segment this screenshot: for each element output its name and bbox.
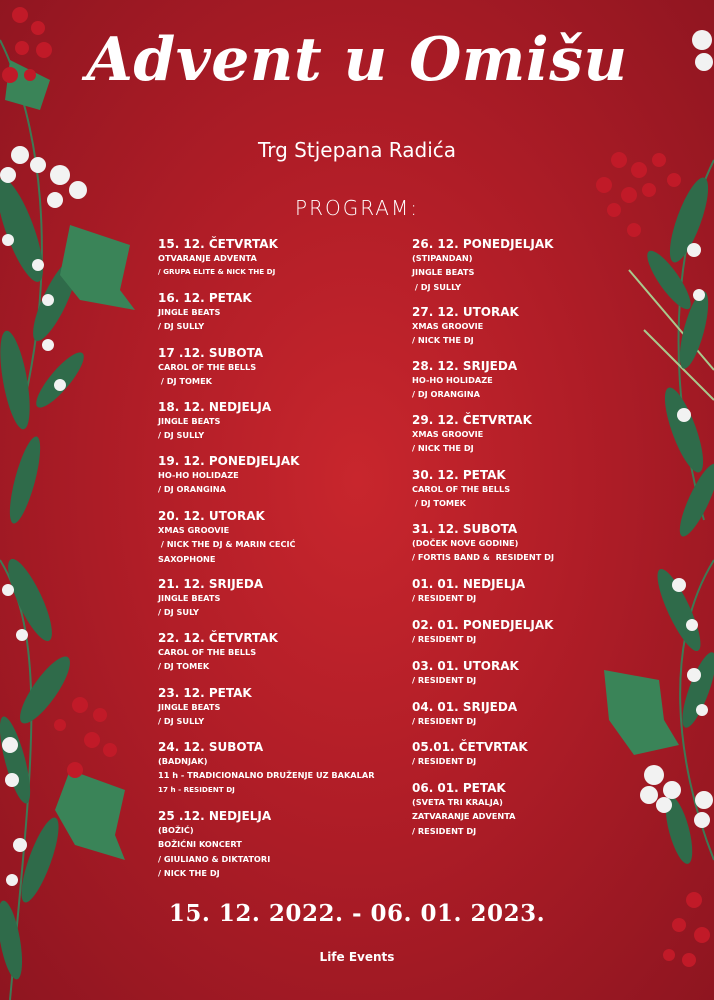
entry-detail: / FORTIS BAND & RESIDENT DJ bbox=[412, 552, 554, 563]
entry-detail: JINGLE BEATS bbox=[412, 267, 475, 278]
program-entry bbox=[158, 237, 278, 280]
entry-detail: / GRUPA ELITE & NICK THE DJ bbox=[158, 267, 276, 277]
entry-date: 27. 12. UTORAK bbox=[412, 305, 519, 319]
program-entry bbox=[412, 468, 510, 511]
entry-detail: / DJ TOMEK bbox=[158, 661, 210, 672]
program-entry bbox=[412, 359, 517, 402]
entry-detail: HO-HO HOLIDAZE bbox=[412, 375, 493, 385]
entry-detail: / RESIDENT DJ bbox=[412, 675, 477, 685]
program-entry bbox=[158, 686, 252, 729]
entry-detail: / DJ TOMEK bbox=[412, 498, 467, 509]
entry-date: 17 .12. SUBOTA bbox=[158, 346, 264, 360]
entry-detail: XMAS GROOVIE bbox=[412, 429, 484, 439]
program-entry bbox=[158, 577, 263, 620]
entry-detail: SAXOPHONE bbox=[158, 553, 216, 564]
program-entry bbox=[158, 809, 271, 880]
entry-date: 20. 12. UTORAK bbox=[158, 509, 265, 523]
entry-detail: / RESIDENT DJ bbox=[412, 634, 477, 644]
entry-detail: / DJ SULY bbox=[158, 607, 199, 618]
program-entry bbox=[412, 413, 532, 456]
program-entry bbox=[412, 781, 516, 838]
fern-branch-icon bbox=[629, 270, 714, 400]
poster-subtitle: Trg Stjepana Radića bbox=[257, 138, 457, 162]
entry-detail: (BOŽIĆ) bbox=[158, 825, 194, 835]
program-heading: PROGRAM: bbox=[295, 196, 419, 220]
entry-detail: / DJ SULLY bbox=[158, 716, 205, 727]
entry-date: 18. 12. NEDJELJA bbox=[158, 400, 272, 414]
entry-detail: / RESIDENT DJ bbox=[412, 716, 477, 726]
entry-detail: / DJ ORANGINA bbox=[412, 389, 480, 400]
entry-detail: (BADNJAK) bbox=[158, 756, 208, 766]
entry-detail: 17 h - RESIDENT DJ bbox=[158, 784, 235, 794]
entry-detail: (STIPANDAN) bbox=[412, 253, 473, 263]
entry-date: 02. 01. PONEDJELJAK bbox=[412, 618, 554, 632]
white-berry-icon bbox=[0, 146, 87, 886]
entry-date: 01. 01. NEDJELJA bbox=[412, 577, 526, 591]
entry-detail: JINGLE BEATS bbox=[158, 307, 221, 317]
program-entry bbox=[158, 346, 263, 389]
program-entry bbox=[412, 522, 554, 565]
program-entry bbox=[158, 631, 278, 674]
entry-date: 15. 12. ČETVRTAK bbox=[158, 237, 278, 251]
program-entry bbox=[158, 291, 252, 334]
entry-detail: / NICK THE DJ bbox=[158, 867, 220, 878]
program-entry bbox=[412, 577, 525, 605]
entry-date: 21. 12. SRIJEDA bbox=[158, 577, 264, 591]
entry-detail: / NICK THE DJ bbox=[412, 335, 474, 346]
program-entry bbox=[412, 700, 517, 728]
program-entry bbox=[158, 509, 296, 566]
entry-detail: CAROL OF THE BELLS bbox=[158, 647, 257, 657]
entry-date: 28. 12. SRIJEDA bbox=[412, 359, 518, 373]
program-entry bbox=[158, 740, 375, 797]
poster-title: Advent u Omišu bbox=[86, 25, 628, 95]
holly-leaf-icon bbox=[0, 174, 90, 982]
program-entry bbox=[412, 237, 553, 294]
entry-detail: XMAS GROOVIE bbox=[158, 525, 230, 535]
program-entry bbox=[158, 400, 271, 443]
entry-detail: (SVETA TRI KRALJA) bbox=[412, 797, 503, 807]
program-entry bbox=[412, 618, 553, 646]
entry-detail: HO-HO HOLIDAZE bbox=[158, 470, 239, 480]
program-entry bbox=[412, 740, 528, 768]
organizer: Life Events bbox=[319, 950, 395, 964]
entry-date: 29. 12. ČETVRTAK bbox=[412, 413, 532, 427]
entry-detail: / RESIDENT DJ bbox=[412, 825, 477, 836]
entry-detail: / DJ ORANGINA bbox=[158, 484, 226, 495]
entry-detail: ZATVARANJE ADVENTA bbox=[412, 811, 516, 822]
entry-detail: XMAS GROOVIE bbox=[412, 321, 484, 331]
entry-date: 06. 01. PETAK bbox=[412, 781, 506, 795]
entry-detail: / RESIDENT DJ bbox=[412, 593, 477, 603]
entry-detail: / DJ SULLY bbox=[158, 321, 205, 332]
entry-detail: OTVARANJE ADVENTA bbox=[158, 253, 257, 263]
entry-detail: BOŽIĆNI KONCERT bbox=[158, 839, 242, 850]
entry-date: 30. 12. PETAK bbox=[412, 468, 506, 482]
entry-date: 25 .12. NEDJELJA bbox=[158, 809, 272, 823]
entry-detail: (DOČEK NOVE GODINE) bbox=[412, 538, 519, 548]
entry-detail: 11 h - TRADICIONALNO DRUŽENJE UZ BAKALAR bbox=[158, 770, 375, 781]
entry-detail: JINGLE BEATS bbox=[158, 702, 221, 712]
entry-date: 19. 12. PONEDJELJAK bbox=[158, 454, 300, 468]
entry-detail: CAROL OF THE BELLS bbox=[158, 362, 257, 372]
entry-date: 05.01. ČETVRTAK bbox=[412, 740, 528, 754]
red-berry-icon bbox=[596, 152, 710, 967]
program-entry bbox=[412, 659, 519, 687]
entry-date: 04. 01. SRIJEDA bbox=[412, 700, 518, 714]
red-berry-icon bbox=[2, 7, 117, 778]
date-range: 15. 12. 2022. - 06. 01. 2023. bbox=[168, 900, 546, 927]
entry-date: 03. 01. UTORAK bbox=[412, 659, 519, 673]
entry-detail: CAROL OF THE BELLS bbox=[412, 484, 511, 494]
entry-date: 16. 12. PETAK bbox=[158, 291, 252, 305]
entry-date: 22. 12. ČETVRTAK bbox=[158, 631, 278, 645]
holly-leaf-icon bbox=[641, 174, 714, 867]
leaf-branch-icon bbox=[0, 40, 42, 1000]
program-entry bbox=[158, 454, 299, 497]
program-entry bbox=[412, 305, 519, 348]
entry-detail: / DJ SULLY bbox=[158, 430, 205, 441]
entry-detail: / DJ TOMEK bbox=[158, 376, 213, 387]
entry-detail: / NICK THE DJ & MARIN CECIĆ bbox=[158, 539, 296, 550]
entry-detail: JINGLE BEATS bbox=[158, 416, 221, 426]
entry-date: 26. 12. PONEDJELJAK bbox=[412, 237, 554, 251]
entry-date: 23. 12. PETAK bbox=[158, 686, 252, 700]
entry-detail: / GIULIANO & DIKTATORI bbox=[158, 853, 271, 864]
entry-detail: / NICK THE DJ bbox=[412, 443, 474, 454]
entry-date: 31. 12. SUBOTA bbox=[412, 522, 518, 536]
entry-detail: JINGLE BEATS bbox=[158, 593, 221, 603]
entry-detail: / DJ SULLY bbox=[412, 281, 462, 292]
entry-detail: / RESIDENT DJ bbox=[412, 756, 477, 766]
entry-date: 24. 12. SUBOTA bbox=[158, 740, 264, 754]
